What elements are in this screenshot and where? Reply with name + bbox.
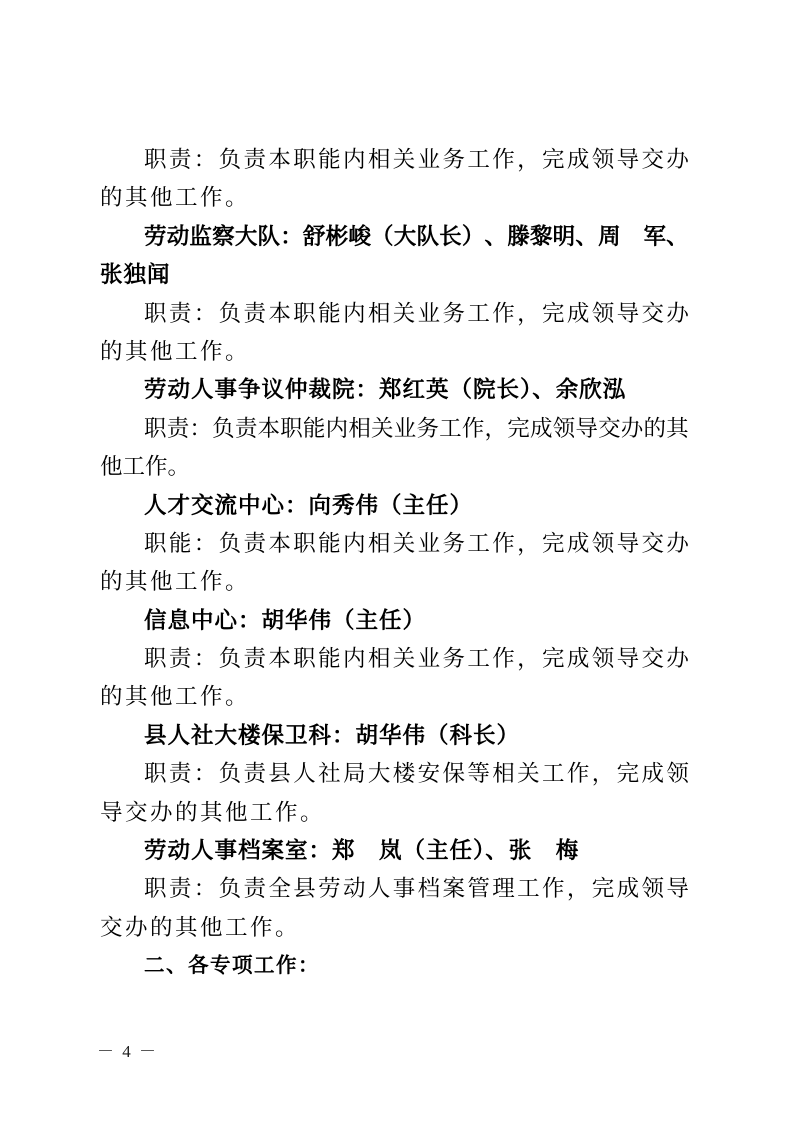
character: 大 — [367, 761, 391, 787]
character: 业 — [417, 300, 441, 326]
character: 领 — [591, 300, 615, 326]
character: 责 — [166, 415, 190, 441]
character: ： — [193, 530, 217, 556]
character: 工 — [467, 147, 490, 172]
character: 县 — [293, 876, 316, 902]
character: 本 — [257, 415, 281, 441]
character: 动 — [166, 223, 190, 249]
character: 职 — [144, 415, 167, 441]
character: 工 — [467, 300, 490, 326]
character: 完 — [616, 761, 640, 787]
character: 其 — [666, 415, 689, 441]
character: ： — [193, 147, 217, 172]
character: 领 — [666, 761, 689, 787]
character: 县 — [268, 761, 291, 787]
character: ： — [189, 415, 212, 441]
character: 工 — [467, 646, 490, 672]
section-heading-line: 二、各专项工作： — [144, 954, 320, 978]
character: 工 — [439, 415, 462, 441]
character: 相 — [492, 761, 515, 787]
character: 导 — [616, 646, 640, 672]
department-heading-line: 县人社大楼保卫科：胡华伟（科长） — [144, 722, 521, 748]
character: 作 — [492, 147, 515, 172]
character: 相 — [367, 646, 391, 672]
character: 导 — [616, 147, 640, 172]
character: 人 — [293, 761, 316, 787]
character: 峻 — [348, 223, 371, 249]
character: 责 — [168, 147, 192, 172]
character: 职 — [144, 300, 167, 326]
character: 导 — [666, 876, 689, 902]
character: 本 — [268, 530, 291, 556]
character: 内 — [325, 415, 349, 441]
character: 职 — [144, 761, 167, 787]
character: 业 — [393, 415, 417, 441]
character: 职 — [144, 147, 167, 172]
body-text-line — [100, 525, 689, 563]
character: 本 — [268, 646, 291, 672]
character: 负 — [218, 530, 242, 556]
character: 办 — [620, 415, 644, 441]
character: ： — [193, 300, 217, 326]
body-text-line: 的其他工作。 — [100, 185, 251, 211]
department-heading-line — [100, 218, 689, 256]
character: 黎 — [529, 223, 553, 249]
character: 事 — [392, 876, 416, 902]
character: 关 — [392, 530, 416, 556]
character: 责 — [243, 147, 267, 172]
department-heading-line: 劳动人事争议仲裁院：郑红英（院长）、余欣泓 — [144, 377, 627, 403]
character: 成 — [641, 761, 665, 787]
character: 办 — [666, 530, 689, 556]
body-text-line: 导交办的其他工作。 — [100, 799, 326, 825]
body-text-line — [100, 295, 689, 333]
department-heading-line: 信息中心：胡华伟（主任） — [144, 607, 427, 633]
character: 全 — [268, 876, 291, 902]
character: 完 — [507, 415, 530, 441]
page-number: － 4 － — [97, 1042, 158, 1061]
character: 关 — [392, 646, 416, 672]
character: 内 — [343, 646, 366, 672]
character: 业 — [417, 530, 441, 556]
character: 楼 — [392, 761, 416, 787]
body-text-line — [100, 410, 689, 448]
character: 责 — [234, 415, 258, 441]
character: 作 — [566, 761, 590, 787]
character: 关 — [371, 415, 394, 441]
character: 相 — [367, 300, 391, 326]
character: 动 — [343, 876, 366, 902]
character: 导 — [575, 415, 598, 441]
character: 务 — [442, 147, 466, 172]
character: 交 — [641, 530, 665, 556]
body-text-line — [100, 141, 689, 179]
character: 领 — [591, 646, 615, 672]
character: 本 — [268, 147, 291, 172]
character: 滕 — [507, 223, 530, 249]
character: 能 — [318, 530, 341, 556]
character: 领 — [552, 415, 576, 441]
character: 导 — [616, 300, 640, 326]
character: 工 — [467, 530, 490, 556]
character: 能 — [318, 147, 341, 172]
body-text-line: 的其他工作。 — [100, 684, 251, 710]
character: 关 — [392, 147, 416, 172]
character: 内 — [343, 530, 366, 556]
character: 相 — [348, 415, 371, 441]
character: 业 — [417, 646, 441, 672]
character: 完 — [591, 876, 615, 902]
character: 局 — [343, 761, 366, 787]
character: 察 — [212, 223, 235, 249]
character: 案 — [442, 876, 466, 902]
character: ， — [517, 300, 540, 326]
character: 责 — [168, 876, 192, 902]
character: ： — [193, 646, 217, 672]
character: ， — [591, 761, 615, 787]
character: 等 — [467, 761, 490, 787]
department-heading-line: 人才交流中心：向秀伟（主任） — [144, 492, 474, 518]
character: 责 — [243, 530, 267, 556]
character: 负 — [218, 147, 242, 172]
character: 队 — [257, 223, 281, 249]
body-text-line — [100, 870, 689, 908]
character: 领 — [591, 530, 615, 556]
character: 完 — [542, 147, 565, 172]
character: 作 — [492, 646, 515, 672]
character: 彬 — [325, 223, 349, 249]
character: 领 — [591, 147, 615, 172]
character: 舒 — [302, 223, 326, 249]
character: 职 — [293, 300, 316, 326]
character: 安 — [417, 761, 441, 787]
character: 内 — [343, 300, 366, 326]
character: 成 — [566, 530, 590, 556]
character: 成 — [529, 415, 553, 441]
character: 长 — [439, 223, 462, 249]
character: 责 — [168, 300, 192, 326]
character: 责 — [243, 761, 267, 787]
character: 职 — [144, 530, 167, 556]
character: 工 — [542, 761, 565, 787]
character: 责 — [243, 876, 267, 902]
character: 内 — [343, 147, 366, 172]
department-heading-line: 劳动人事档案室：郑 岚（主任）、张 梅 — [144, 838, 580, 864]
character: 务 — [442, 530, 466, 556]
character: 职 — [293, 646, 316, 672]
character: 责 — [168, 761, 192, 787]
character: 办 — [666, 300, 689, 326]
character — [621, 218, 644, 256]
character: 办 — [666, 646, 689, 672]
character: 务 — [442, 646, 466, 672]
character: 办 — [666, 147, 689, 172]
character: 军 — [643, 223, 666, 249]
character: 完 — [542, 646, 565, 672]
department-heading-line: 张独闻 — [100, 262, 171, 288]
character: 、 — [666, 223, 689, 249]
body-text-line — [100, 640, 689, 678]
character: 责 — [243, 646, 267, 672]
character: ， — [484, 415, 508, 441]
character: 本 — [268, 300, 291, 326]
character: 导 — [616, 530, 640, 556]
character: 、 — [484, 223, 508, 249]
character: 交 — [641, 147, 665, 172]
character: 理 — [492, 876, 515, 902]
character: 成 — [616, 876, 640, 902]
character: 责 — [168, 646, 192, 672]
character: 务 — [416, 415, 439, 441]
character: 职 — [280, 415, 303, 441]
character: 监 — [189, 223, 212, 249]
character: 能 — [168, 530, 192, 556]
character: 务 — [442, 300, 466, 326]
character: 负 — [218, 646, 242, 672]
character: 相 — [367, 147, 391, 172]
character: 能 — [318, 646, 341, 672]
character: 大 — [234, 223, 258, 249]
character: ， — [566, 876, 590, 902]
character: 作 — [492, 300, 515, 326]
character: 社 — [318, 761, 341, 787]
character: （ — [371, 223, 394, 249]
character: 队 — [416, 223, 439, 249]
character: 劳 — [144, 223, 167, 249]
character: 职 — [144, 876, 167, 902]
character: 作 — [492, 530, 515, 556]
character: ， — [517, 646, 540, 672]
character: 完 — [542, 300, 565, 326]
body-text-line: 他工作。 — [100, 454, 191, 480]
character: 工 — [517, 876, 540, 902]
character: 交 — [598, 415, 621, 441]
character: 劳 — [318, 876, 341, 902]
character: 成 — [566, 300, 590, 326]
character: 作 — [542, 876, 565, 902]
character: 能 — [318, 300, 341, 326]
character: 大 — [393, 223, 417, 249]
character: 负 — [218, 300, 242, 326]
document-body — [100, 141, 689, 986]
character: ， — [517, 147, 540, 172]
character: 完 — [542, 530, 565, 556]
character: 人 — [367, 876, 391, 902]
character: ： — [193, 761, 217, 787]
character: 业 — [417, 147, 441, 172]
character: 成 — [566, 646, 590, 672]
character: 关 — [392, 300, 416, 326]
character: 的 — [643, 415, 666, 441]
character: ， — [517, 530, 540, 556]
character: 保 — [442, 761, 466, 787]
character: 周 — [598, 223, 621, 249]
character: ） — [461, 223, 485, 249]
character: ： — [280, 223, 303, 249]
character: 职 — [293, 530, 316, 556]
character: 管 — [467, 876, 490, 902]
character: 相 — [367, 530, 391, 556]
character: 领 — [641, 876, 665, 902]
character: 职 — [293, 147, 316, 172]
body-text-line: 的其他工作。 — [100, 338, 251, 364]
body-text-line — [100, 755, 689, 793]
character: 负 — [218, 876, 242, 902]
character: 责 — [243, 300, 267, 326]
character: 交 — [641, 300, 665, 326]
character: 负 — [218, 761, 242, 787]
character: 作 — [461, 415, 485, 441]
character: ： — [193, 876, 217, 902]
character: 档 — [417, 876, 441, 902]
body-text-line: 的其他工作。 — [100, 569, 251, 595]
character: 明 — [552, 223, 576, 249]
character: 、 — [575, 223, 598, 249]
character: 交 — [641, 646, 665, 672]
character: 成 — [566, 147, 590, 172]
body-text-line: 交办的其他工作。 — [100, 914, 301, 940]
character: 职 — [144, 646, 167, 672]
character: 关 — [517, 761, 540, 787]
character: 负 — [212, 415, 235, 441]
character: 能 — [302, 415, 326, 441]
